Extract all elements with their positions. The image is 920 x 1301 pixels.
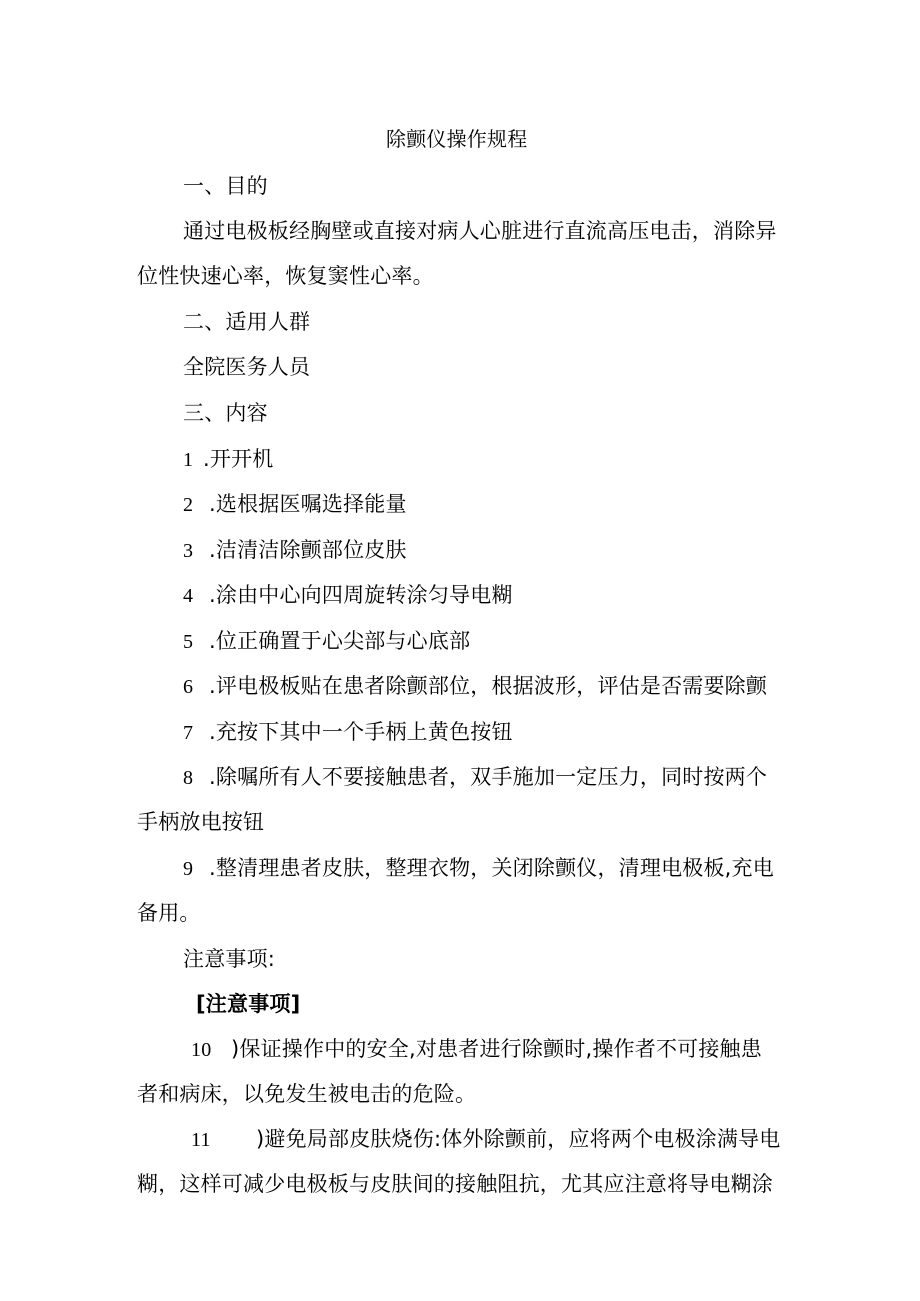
step-number: 7: [183, 722, 194, 744]
step-item: [183, 580, 513, 611]
section-heading-purpose: 一、目的: [183, 174, 268, 198]
step-number: 8: [183, 767, 194, 789]
step-number: 5: [183, 631, 194, 653]
step-text: .开开机: [203, 447, 274, 471]
note-item: [191, 1124, 780, 1155]
note-text: )避免局部皮肤烧伤:体外除颤前，应将两个电极涂满导电: [256, 1127, 781, 1151]
step-number: 3: [183, 540, 194, 562]
step-item: [183, 535, 407, 566]
step-item: [183, 762, 767, 793]
notes-heading: [注意事项]: [196, 992, 301, 1016]
audience-text: 全院医务人员: [183, 355, 311, 379]
note-item: [191, 1034, 762, 1065]
note-text: )保证操作中的安全,对患者进行除颤时,操作者不可接触患: [231, 1037, 762, 1061]
step-number: 9: [183, 858, 194, 880]
step-text-continuation: 手柄放电按钮: [137, 810, 265, 834]
step-text-continuation: 备用。: [137, 901, 201, 925]
step-text: .除嘱所有人不要接触患者，双手施加一定压力，同时按两个: [209, 765, 768, 789]
step-item: [183, 717, 513, 748]
note-number: 10: [191, 1039, 212, 1061]
step-item: [183, 853, 774, 884]
step-text: .整清理患者皮肤，整理衣物，关闭除颤仪，清理电极板,充电: [209, 856, 774, 880]
purpose-text-line-2: 位性快速心率，恢复窦性心率。: [137, 264, 434, 288]
step-text: .洁清洁除颤部位皮肤: [209, 538, 407, 562]
step-number: 6: [183, 676, 194, 698]
step-text: .涂由中心向四周旋转涂匀导电糊: [209, 583, 513, 607]
step-item: [183, 489, 407, 520]
step-text: .充按下其中一个手柄上黄色按钮: [209, 720, 513, 744]
document-title: 除颤仪操作规程: [386, 127, 528, 151]
note-text-continuation: 糊，这样可减少电极板与皮肤间的接触阻抗，尤其应注意将导电糊涂: [137, 1172, 773, 1196]
step-item: [183, 671, 767, 702]
note-number: 11: [191, 1129, 211, 1151]
section-heading-content: 三、内容: [183, 401, 268, 425]
step-text: .位正确置于心尖部与心底部: [209, 629, 471, 653]
section-heading-audience: 二、适用人群: [183, 310, 311, 334]
step-item: [183, 444, 273, 475]
step-item: [183, 626, 470, 657]
note-text-continuation: 者和病床，以免发生被电击的危险。: [137, 1082, 477, 1106]
notes-label: 注意事项:: [183, 947, 276, 971]
purpose-text-line-1: 通过电极板经胸壁或直接对病人心脏进行直流高压电击，消除异: [183, 219, 777, 243]
step-text: .评电极板贴在患者除颤部位，根据波形，评估是否需要除颤: [209, 674, 768, 698]
step-number: 1: [183, 449, 194, 471]
step-number: 4: [183, 585, 194, 607]
step-text: .选根据医嘱选择能量: [209, 492, 407, 516]
step-number: 2: [183, 494, 194, 516]
